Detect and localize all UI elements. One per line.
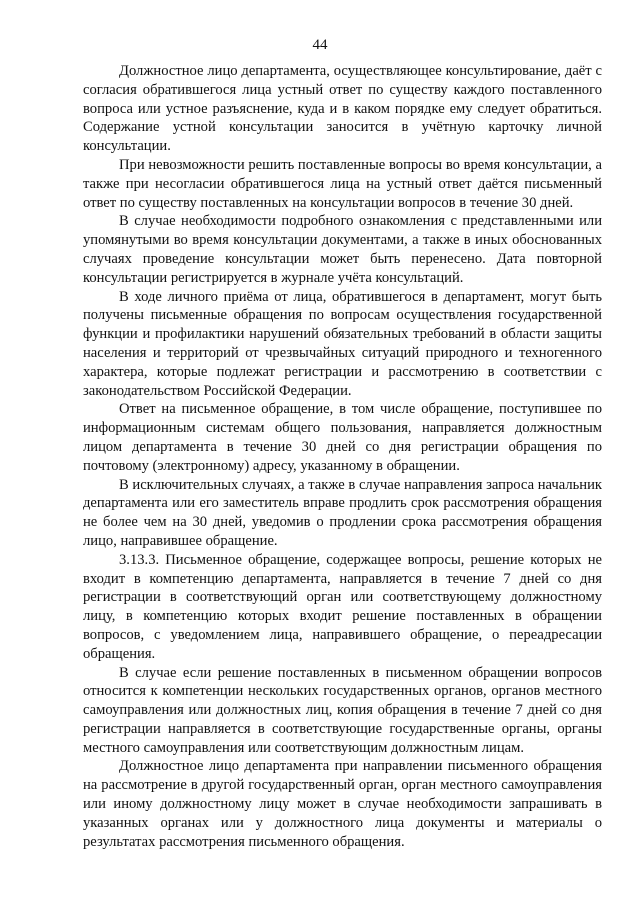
paragraph-answer-deadline: Ответ на письменное обращение, в том числе обращение, поступившее по информационным системам общего пользования, направляется должностным лицом департамента в течение 30 дней со дня регистрации обращения по почтовому (электронному) адресу, указанному в обращении.: [83, 401, 602, 474]
page-number: 44: [312, 37, 328, 53]
paragraph-deadline-extension: В исключительных случаях, а также в случае направления запроса начальник департамента или его заместитель вправе продлить срок рассмотрения обращения не более чем на 30 дней, уведомив о продлении срока рассмотрения обращения лицо, направившее обращение.: [83, 476, 602, 549]
paragraph-multiple-competence: В случае если решение поставленных в письменном обращении вопросов относится к компетенции нескольких государственных органов, органов местного самоуправления или должностных лиц, копия обращения в течение 7 дней со дня регистрации направляется в соответствующие государственные органы, органы местного самоуправления или соответствующим должностным лицам.: [83, 664, 602, 756]
paragraph-oral-consultation: Должностное лицо департамента, осуществляющее консультирование, даёт с согласия обратившегося лица устный ответ по существу каждого поставленного вопроса или устное разъяснение, куда и в каком порядке ему следует обратиться. Содержание устной консультации заносится в учётную карточку личной консультации.: [83, 63, 602, 155]
paragraph-written-answer: При невозможности решить поставленные вопросы во время консультации, а также при несогласии обратившегося лица на устный ответ даётся письменный ответ по существу поставленных на консультации вопросов в течение 30 дней.: [83, 156, 602, 211]
paragraph-personal-reception: В ходе личного приёма от лица, обратившегося в департамент, могут быть получены письменные обращения по вопросам осуществления государственной функции и профилактики нарушений обязательных требований в области защиты населения и территорий от чрезвычайных ситуаций природного и техногенного характера, которые подлежат регистрации и рассмотрению в соответствии с законодательством Российской Федерации.: [83, 288, 602, 399]
paragraph-consultation-postponed: В случае необходимости подробного ознакомления с представленными или упомянутыми во время консультации документами, а также в иных обоснованных случаях проведение консультации может быть перенесено. Дата повторной консультации регистрируется в журнале учёта консультаций.: [83, 213, 602, 286]
paragraph-3-13-3-redirection: 3.13.3. Письменное обращение, содержащее вопросы, решение которых не входит в компетенцию департамента, направляется в течение 7 дней со дня регистрации в соответствующий орган или соответствующему должностному лицу, в компетенцию которых входит решение поставленных в обращении вопросов, с уведомлением лица, направившего обращение, о переадресации обращения.: [83, 551, 602, 662]
paragraph-request-documents: Должностное лицо департамента при направлении письменного обращения на рассмотрение в другой государственный орган, орган местного самоуправления или иному должностному лицу может в случае необходимости запрашивать в указанных органах или у должностного лица документы и материалы о результатах рассмотрения письменного обращения.: [83, 758, 602, 850]
document-body: [83, 62, 602, 851]
